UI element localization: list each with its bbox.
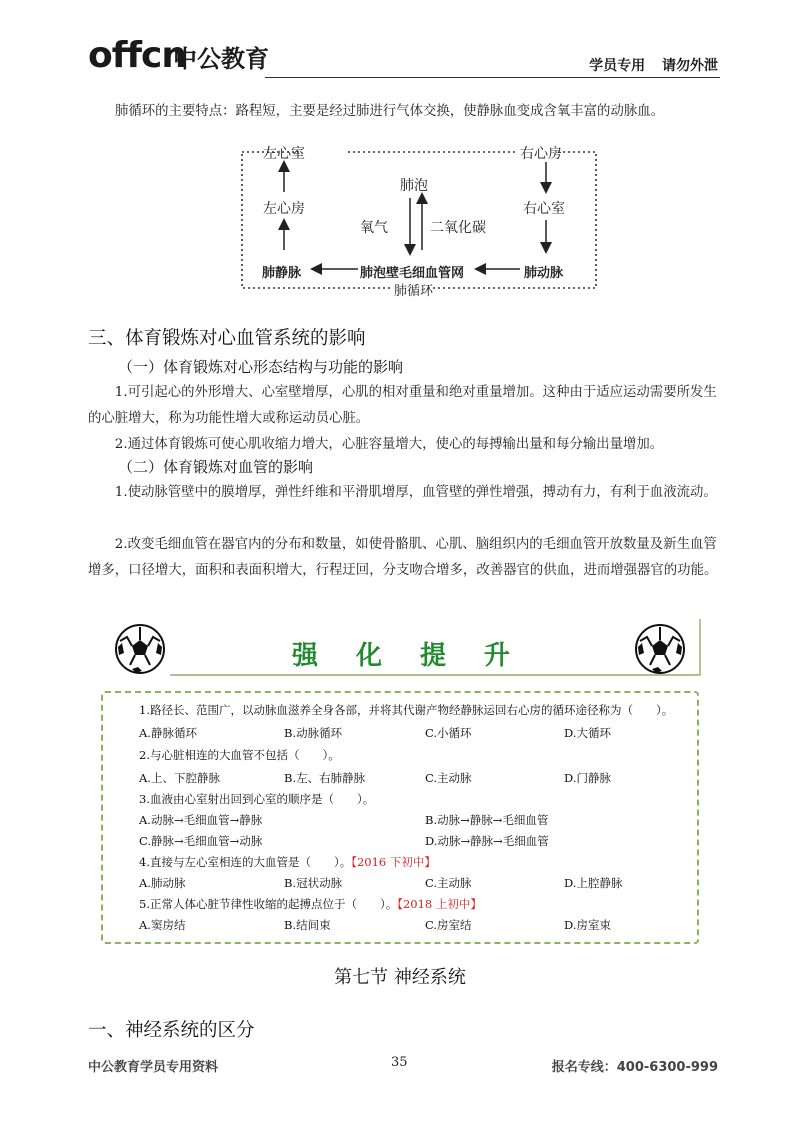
header-label-no-leak: 请勿外泄: [662, 58, 718, 74]
quiz-box: [101, 691, 699, 944]
option: A.静脉循环: [139, 726, 197, 740]
option: A.窦房结: [139, 918, 186, 932]
label-co2: 二氧化碳: [430, 220, 486, 236]
paragraph-3: 1.使动脉管壁中的膜增厚，弹性纤维和平滑肌增厚，血管壁的弹性增强，搏动有力，有利于血液流动。: [114, 485, 717, 500]
question-text: 2.与心脏相连的大血管不包括（ ）。: [139, 748, 340, 762]
subsection-2-title: （二）体育锻炼对血管的影响: [118, 458, 314, 476]
section-7-title: 第七节 神经系统: [334, 967, 466, 988]
page-number: 35: [391, 1055, 408, 1070]
label-right-atrium: 右心房: [520, 146, 562, 162]
practice-banner: [100, 617, 702, 679]
exam-tag: 【2018 上初中】: [397, 897, 482, 911]
question-5: [139, 896, 482, 912]
banner-title: 强化提升: [291, 641, 548, 671]
option: D.大循环: [564, 726, 611, 740]
label-capillary-net: 肺泡壁毛细血管网: [360, 266, 465, 281]
question-text: 3.血液由心室射出回到心室的顺序是（ ）。: [139, 792, 375, 806]
option: B.冠状动脉: [284, 876, 343, 890]
option: C.主动脉: [425, 876, 472, 890]
footer-hotline: 报名专线：400-6300-999: [551, 1060, 718, 1075]
intro-paragraph: 肺循环的主要特点：路程短，主要是经过肺进行气体交换，使静脉血变成含氧丰富的动脉血。: [115, 104, 665, 119]
label-pulmonary-circulation: 肺循环: [394, 284, 434, 299]
option: D.动脉→静脉→毛细血管: [425, 834, 549, 848]
question-1: [139, 702, 673, 718]
option: B.结间束: [284, 918, 331, 932]
footer-left: 中公教育学员专用资料: [88, 1060, 219, 1075]
pulmonary-circulation-diagram: [240, 140, 598, 299]
option: D.门静脉: [564, 771, 611, 785]
question-3: [139, 791, 374, 807]
exam-tag: 【2016 下初中】: [351, 855, 436, 869]
option: C.小循环: [425, 726, 472, 740]
paragraph-1: 1.可引起心的外形增大、心室壁增厚，心肌的相对重量和绝对重量增加。这种由于适应运动需要所发生的心脏增大，称为功能性增大或称运动员心脏。: [88, 385, 717, 426]
paragraph-4: 2.改变毛细血管在器官内的分布和数量，如使骨骼肌、心肌、脑组织内的毛细血管开放数量及新生血管增多，口径增大，面积和表面积增大，行程迂回，分支吻合增多，改善器官的供血，进而增强器官的功能。: [88, 537, 718, 578]
option: C.主动脉: [425, 771, 472, 785]
question-4: [139, 854, 436, 870]
option: A.上、下腔静脉: [139, 771, 220, 785]
section-3-title: 三、体育锻炼对心血管系统的影响: [88, 328, 366, 349]
label-alveoli: 肺泡: [400, 178, 428, 194]
label-pulmonary-artery: 肺动脉: [524, 266, 564, 281]
label-oxygen: 氧气: [360, 220, 388, 236]
option: D.上腔静脉: [564, 876, 623, 890]
option: A.肺动脉: [139, 876, 186, 890]
option: B.左、右肺静脉: [284, 771, 366, 785]
header-divider: [265, 77, 720, 78]
option: B.动脉循环: [284, 726, 343, 740]
question-text: 1.路径长、范围广，以动脉血滋养全身各部，并将其代谢产物经静脉运回右心房的循环途径称为（ ）。: [139, 703, 674, 717]
logo-chinese: 中公教育: [173, 45, 269, 73]
header-label-students-only: 学员专用: [589, 58, 646, 74]
label-pulmonary-vein: 肺静脉: [262, 266, 302, 281]
label-left-atrium: 左心房: [263, 201, 305, 217]
nervous-system-heading: 一、神经系统的区分: [88, 1020, 255, 1041]
option: A.动脉→毛细血管→静脉: [139, 813, 263, 827]
option: C.房室结: [425, 918, 472, 932]
option: C.静脉→毛细血管→动脉: [139, 834, 263, 848]
question-text: 4.直接与左心室相连的大血管是（ ）。: [139, 855, 352, 869]
logo-latin: offcn: [88, 35, 187, 76]
question-2: [139, 747, 340, 763]
label-right-ventricle: 右心室: [523, 201, 565, 217]
option: B.动脉→静脉→毛细血管: [425, 813, 549, 827]
subsection-1-title: （一）体育锻炼对心形态结构与功能的影响: [118, 358, 404, 376]
question-text: 5.正常人体心脏节律性收缩的起搏点位于（ ）。: [139, 897, 398, 911]
header-labels: [577, 55, 718, 75]
label-left-ventricle: 左心室: [263, 146, 305, 162]
option: D.房室束: [564, 918, 611, 932]
paragraph-2: 2.通过体育锻炼可使心肌收缩力增大，心脏容量增大，使心的每搏输出量和每分输出量增加。: [114, 437, 664, 452]
